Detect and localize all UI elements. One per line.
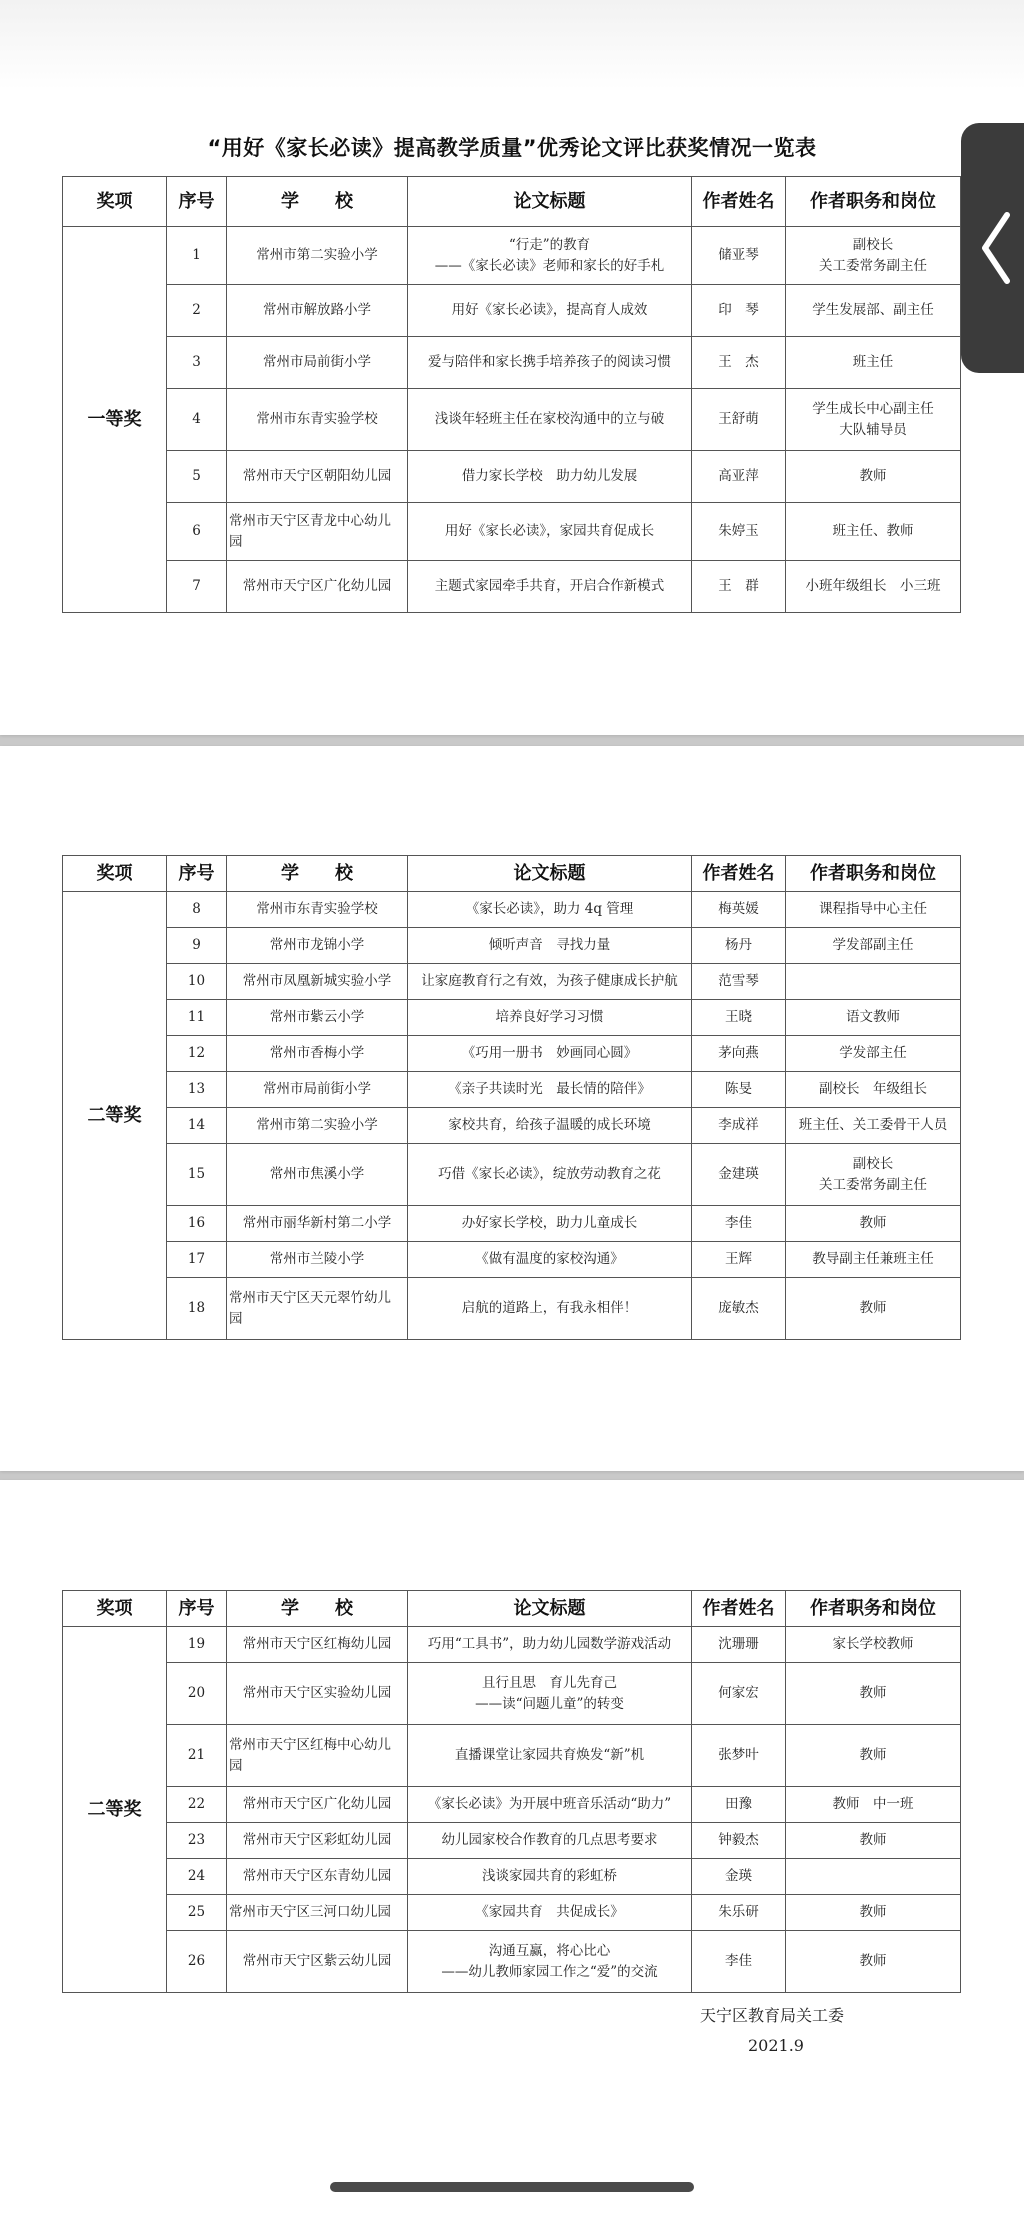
paper-title-cell — [408, 1206, 692, 1242]
position-line: 班主任、关工委骨干人员 — [798, 1117, 948, 1134]
position-line: 教师 — [859, 1953, 887, 1970]
paper-title-line: 《亲子共读时光 最长情的陪伴》 — [448, 1081, 651, 1098]
paper-title-line: 沟通互赢，将心比心 — [488, 1942, 611, 1959]
header-award: 奖项 — [63, 177, 167, 227]
position-line: 教师 — [859, 1832, 887, 1849]
position-cell — [786, 1278, 961, 1340]
table-row — [63, 285, 961, 337]
paper-title-line: 《巧用一册书 妙画同心圆》 — [461, 1045, 638, 1062]
position-line: 学生成长中心副主任 — [812, 400, 934, 417]
row-number-cell: 3 — [167, 337, 227, 389]
position-cell — [786, 389, 961, 451]
header-number: 序号 — [167, 177, 227, 227]
school-cell: 常州市丽华新村第二小学 — [227, 1206, 408, 1242]
table-row — [63, 892, 961, 928]
position-line: 教师 — [859, 1685, 887, 1702]
row-number-cell: 26 — [167, 1931, 227, 1993]
table-row — [63, 964, 961, 1000]
paper-title-line: 浅谈年轻班主任在家校沟通中的立与破 — [434, 411, 665, 428]
position-cell — [786, 1895, 961, 1931]
position-cell — [786, 503, 961, 561]
school-cell: 常州市第二实验小学 — [227, 1108, 408, 1144]
table-row — [63, 389, 961, 451]
paper-title-line: 浅谈家园共育的彩虹桥 — [482, 1868, 617, 1885]
header-number: 序号 — [167, 1591, 227, 1627]
header-award: 奖项 — [63, 1591, 167, 1627]
position-line: 语文教师 — [846, 1009, 900, 1026]
document-title: “用好《家长必读》提高教学质量”优秀论文评比获奖情况一览表 — [207, 136, 817, 160]
paper-title-line: ——读“问题儿童”的转变 — [475, 1695, 624, 1712]
school-cell: 常州市天宁区东青幼儿园 — [227, 1859, 408, 1895]
position-cell — [786, 1000, 961, 1036]
row-number-cell: 25 — [167, 1895, 227, 1931]
row-number-cell: 24 — [167, 1859, 227, 1895]
header-school: 学 校 — [227, 177, 408, 227]
paper-title-line: 《家长必读》，助力 4q 管理 — [465, 901, 634, 918]
paper-title-line: ——幼儿教师家园工作之“爱”的交流 — [441, 1963, 658, 1980]
position-cell — [786, 964, 961, 1000]
header-position: 作者职务和岗位 — [786, 856, 961, 892]
paper-title-line: 主题式家园牵手共育，开启合作新模式 — [434, 578, 665, 595]
author-cell: 王舒萌 — [692, 389, 786, 451]
paper-title-line: “行走”的教育 — [508, 236, 591, 253]
school-cell: 常州市天宁区红梅幼儿园 — [227, 1627, 408, 1663]
school-cell: 常州市兰陵小学 — [227, 1242, 408, 1278]
paper-title-cell — [408, 1895, 692, 1931]
header-position: 作者职务和岗位 — [786, 1591, 961, 1627]
author-cell: 金瑛 — [692, 1859, 786, 1895]
position-cell — [786, 1036, 961, 1072]
school-cell: 常州市天宁区天元翠竹幼儿园 — [227, 1278, 408, 1340]
school-cell: 常州市紫云小学 — [227, 1000, 408, 1036]
row-number-cell: 18 — [167, 1278, 227, 1340]
row-number-cell: 13 — [167, 1072, 227, 1108]
position-cell — [786, 1823, 961, 1859]
paper-title-line: 家校共育，给孩子温暖的成长环境 — [448, 1117, 651, 1134]
author-cell: 李佳 — [692, 1206, 786, 1242]
position-line: 教师 — [859, 1904, 887, 1921]
table-row — [63, 561, 961, 613]
paper-title-line: 爱与陪伴和家长携手培养孩子的阅读习惯 — [428, 354, 671, 371]
table-row — [63, 1787, 961, 1823]
header-award: 奖项 — [63, 856, 167, 892]
home-indicator[interactable] — [330, 2182, 694, 2192]
table-row — [63, 1895, 961, 1931]
author-cell: 李成祥 — [692, 1108, 786, 1144]
paper-title-cell — [408, 1144, 692, 1206]
header-paper-title: 论文标题 — [408, 177, 692, 227]
paper-title-line: 启航的道路上，有我永相伴！ — [461, 1300, 638, 1317]
paper-title-cell — [408, 227, 692, 285]
header-school: 学 校 — [227, 856, 408, 892]
side-panel-toggle-button[interactable] — [961, 123, 1024, 373]
position-line: 学发部主任 — [839, 1045, 907, 1062]
position-line: 家长学校教师 — [832, 1636, 914, 1653]
table-row — [63, 1206, 961, 1242]
position-line: 副校长 — [852, 236, 894, 253]
paper-title-cell — [408, 337, 692, 389]
author-cell: 何家宏 — [692, 1663, 786, 1725]
position-cell — [786, 337, 961, 389]
position-cell — [786, 227, 961, 285]
row-number-cell: 20 — [167, 1663, 227, 1725]
row-number-cell: 12 — [167, 1036, 227, 1072]
table-row — [63, 1036, 961, 1072]
school-cell: 常州市局前街小学 — [227, 337, 408, 389]
award-table-first-prize — [62, 176, 961, 613]
author-cell: 高亚萍 — [692, 451, 786, 503]
header-paper-title: 论文标题 — [408, 856, 692, 892]
paper-title-line: 倾听声音 寻找力量 — [488, 937, 611, 954]
row-number-cell: 8 — [167, 892, 227, 928]
position-cell — [786, 1787, 961, 1823]
author-cell: 储亚琴 — [692, 227, 786, 285]
row-number-cell: 11 — [167, 1000, 227, 1036]
position-line: 大队辅导员 — [839, 421, 907, 438]
position-line: 教师 — [859, 1300, 887, 1317]
header-author: 作者姓名 — [692, 177, 786, 227]
paper-title-cell — [408, 285, 692, 337]
row-number-cell: 5 — [167, 451, 227, 503]
table-row — [63, 1859, 961, 1895]
school-cell: 常州市天宁区彩虹幼儿园 — [227, 1823, 408, 1859]
table-row — [63, 227, 961, 285]
table-row — [63, 1278, 961, 1340]
author-cell: 庞敏杰 — [692, 1278, 786, 1340]
school-cell: 常州市凤凰新城实验小学 — [227, 964, 408, 1000]
paper-title-line: ——《家长必读》老师和家长的好手札 — [434, 257, 665, 274]
row-number-cell: 6 — [167, 503, 227, 561]
table-row — [63, 928, 961, 964]
paper-title-cell — [408, 1823, 692, 1859]
paper-title-line: 办好家长学校，助力儿童成长 — [461, 1215, 638, 1232]
row-number-cell: 23 — [167, 1823, 227, 1859]
table-row — [63, 1144, 961, 1206]
author-cell: 沈珊珊 — [692, 1627, 786, 1663]
school-cell: 常州市天宁区广化幼儿园 — [227, 561, 408, 613]
school-cell: 常州市焦溪小学 — [227, 1144, 408, 1206]
author-cell: 金建瑛 — [692, 1144, 786, 1206]
row-number-cell: 14 — [167, 1108, 227, 1144]
table-row — [63, 337, 961, 389]
position-cell — [786, 451, 961, 503]
paper-title-line: 用好《家长必读》，提高育人成效 — [451, 302, 648, 319]
author-cell: 朱乐研 — [692, 1895, 786, 1931]
paper-title-line: 培养良好学习习惯 — [495, 1009, 604, 1026]
paper-title-cell — [408, 1000, 692, 1036]
table-row — [63, 1108, 961, 1144]
paper-title-cell — [408, 1072, 692, 1108]
author-cell: 范雪琴 — [692, 964, 786, 1000]
author-cell: 王晓 — [692, 1000, 786, 1036]
position-cell — [786, 1663, 961, 1725]
paper-title-cell — [408, 1108, 692, 1144]
position-cell — [786, 1242, 961, 1278]
paper-title-line: 《做有温度的家校沟通》 — [475, 1251, 624, 1268]
author-cell: 张梦叶 — [692, 1725, 786, 1787]
table-row — [63, 451, 961, 503]
paper-title-cell — [408, 928, 692, 964]
header-author: 作者姓名 — [692, 856, 786, 892]
paper-title-line: 用好《家长必读》，家园共育促成长 — [444, 523, 655, 540]
school-cell: 常州市第二实验小学 — [227, 227, 408, 285]
header-paper-title: 论文标题 — [408, 1591, 692, 1627]
position-line: 教师 — [859, 468, 887, 485]
row-number-cell: 4 — [167, 389, 227, 451]
header-number: 序号 — [167, 856, 227, 892]
row-number-cell: 19 — [167, 1627, 227, 1663]
position-line: 关工委常务副主任 — [819, 1176, 927, 1193]
position-cell — [786, 1206, 961, 1242]
paper-title-cell — [408, 1931, 692, 1993]
position-line: 副校长 年级组长 — [819, 1081, 927, 1098]
table-header-row — [63, 856, 961, 892]
author-cell: 王辉 — [692, 1242, 786, 1278]
school-cell: 常州市东青实验学校 — [227, 892, 408, 928]
paper-title-cell — [408, 561, 692, 613]
position-cell — [786, 1859, 961, 1895]
award-level-cell: 二等奖 — [63, 1627, 167, 1993]
row-number-cell: 15 — [167, 1144, 227, 1206]
paper-title-line: 巧借《家长必读》，绽放劳动教育之花 — [438, 1166, 661, 1183]
paper-title-cell — [408, 1242, 692, 1278]
chevron-left-icon — [979, 211, 1013, 285]
row-number-cell: 21 — [167, 1725, 227, 1787]
school-cell: 常州市天宁区朝阳幼儿园 — [227, 451, 408, 503]
row-number-cell: 17 — [167, 1242, 227, 1278]
author-cell: 田豫 — [692, 1787, 786, 1823]
paper-title-cell — [408, 451, 692, 503]
table-row — [63, 1823, 961, 1859]
header-author: 作者姓名 — [692, 1591, 786, 1627]
school-cell: 常州市龙锦小学 — [227, 928, 408, 964]
position-line: 小班年级组长 小三班 — [805, 578, 941, 595]
position-cell — [786, 1144, 961, 1206]
position-cell — [786, 285, 961, 337]
school-cell: 常州市天宁区红梅中心幼儿园 — [227, 1725, 408, 1787]
position-line: 班主任 — [852, 354, 894, 371]
paper-title-cell — [408, 1859, 692, 1895]
position-cell — [786, 928, 961, 964]
position-cell — [786, 1108, 961, 1144]
position-cell — [786, 1072, 961, 1108]
position-cell — [786, 892, 961, 928]
table-row — [63, 1242, 961, 1278]
school-cell: 常州市天宁区实验幼儿园 — [227, 1663, 408, 1725]
position-cell — [786, 561, 961, 613]
author-cell: 印 琴 — [692, 285, 786, 337]
paper-title-cell — [408, 1036, 692, 1072]
paper-title-cell — [408, 964, 692, 1000]
author-cell: 梅英媛 — [692, 892, 786, 928]
table-header-row — [63, 1591, 961, 1627]
author-cell: 朱婷玉 — [692, 503, 786, 561]
award-table-second-prize-b — [62, 1590, 961, 1993]
footer-organization: 天宁区教育局关工委 — [700, 2006, 845, 2025]
paper-title-line: 且行且思 育儿先育己 — [482, 1674, 617, 1691]
author-cell: 王 杰 — [692, 337, 786, 389]
position-cell — [786, 1627, 961, 1663]
table-row — [63, 1663, 961, 1725]
paper-title-cell — [408, 892, 692, 928]
position-line: 课程指导中心主任 — [819, 901, 927, 918]
table-row — [63, 1627, 961, 1663]
author-cell: 王 群 — [692, 561, 786, 613]
position-line: 教师 中一班 — [832, 1796, 914, 1813]
row-number-cell: 22 — [167, 1787, 227, 1823]
table-row — [63, 1725, 961, 1787]
school-cell: 常州市天宁区青龙中心幼儿园 — [227, 503, 408, 561]
position-cell — [786, 1725, 961, 1787]
paper-title-line: 让家庭教育行之有效，为孩子健康成长护航 — [421, 973, 678, 990]
row-number-cell: 10 — [167, 964, 227, 1000]
position-line: 教导副主任兼班主任 — [812, 1251, 934, 1268]
paper-title-line: 《家长必读》为开展中班音乐活动“助力” — [427, 1796, 672, 1813]
row-number-cell: 9 — [167, 928, 227, 964]
footer-date: 2021.9 — [748, 2036, 804, 2055]
school-cell: 常州市东青实验学校 — [227, 389, 408, 451]
row-number-cell: 16 — [167, 1206, 227, 1242]
row-number-cell: 7 — [167, 561, 227, 613]
paper-title-cell — [408, 1278, 692, 1340]
position-line: 学生发展部、副主任 — [812, 302, 934, 319]
author-cell: 杨丹 — [692, 928, 786, 964]
paper-title-line: 借力家长学校 助力幼儿发展 — [461, 468, 638, 485]
author-cell: 陈旻 — [692, 1072, 786, 1108]
paper-title-line: 直播课堂让家园共育焕发“新”机 — [454, 1747, 645, 1764]
author-cell: 李佳 — [692, 1931, 786, 1993]
paper-title-cell — [408, 1627, 692, 1663]
school-cell: 常州市天宁区三河口幼儿园 — [227, 1895, 408, 1931]
paper-title-cell — [408, 1787, 692, 1823]
position-line: 副校长 — [852, 1155, 894, 1172]
school-cell: 常州市解放路小学 — [227, 285, 408, 337]
paper-title-line: 巧用“工具书”，助力幼儿园数学游戏活动 — [427, 1636, 672, 1653]
position-line: 关工委常务副主任 — [819, 257, 927, 274]
school-cell: 常州市天宁区广化幼儿园 — [227, 1787, 408, 1823]
position-line: 学发部副主任 — [832, 937, 914, 954]
author-cell: 茅向燕 — [692, 1036, 786, 1072]
paper-title-cell — [408, 1725, 692, 1787]
author-cell: 钟毅杰 — [692, 1823, 786, 1859]
position-line: 教师 — [859, 1747, 887, 1764]
table-row — [63, 1000, 961, 1036]
position-cell — [786, 1931, 961, 1993]
paper-title-line: 《家园共育 共促成长》 — [475, 1904, 624, 1921]
award-table-second-prize-a — [62, 855, 961, 1340]
paper-title-cell — [408, 1663, 692, 1725]
table-row — [63, 1072, 961, 1108]
paper-title-cell — [408, 503, 692, 561]
row-number-cell: 1 — [167, 227, 227, 285]
paper-title-line: 幼儿园家校合作教育的几点思考要求 — [441, 1832, 658, 1849]
table-row — [63, 1931, 961, 1993]
award-level-cell: 二等奖 — [63, 892, 167, 1340]
paper-title-cell — [408, 389, 692, 451]
header-school: 学 校 — [227, 1591, 408, 1627]
school-cell: 常州市天宁区紫云幼儿园 — [227, 1931, 408, 1993]
header-position: 作者职务和岗位 — [786, 177, 961, 227]
row-number-cell: 2 — [167, 285, 227, 337]
award-level-cell: 一等奖 — [63, 227, 167, 613]
school-cell: 常州市香梅小学 — [227, 1036, 408, 1072]
position-line: 教师 — [859, 1215, 887, 1232]
table-header-row — [63, 177, 961, 227]
table-row — [63, 503, 961, 561]
position-line: 班主任、教师 — [832, 523, 914, 540]
school-cell: 常州市局前街小学 — [227, 1072, 408, 1108]
